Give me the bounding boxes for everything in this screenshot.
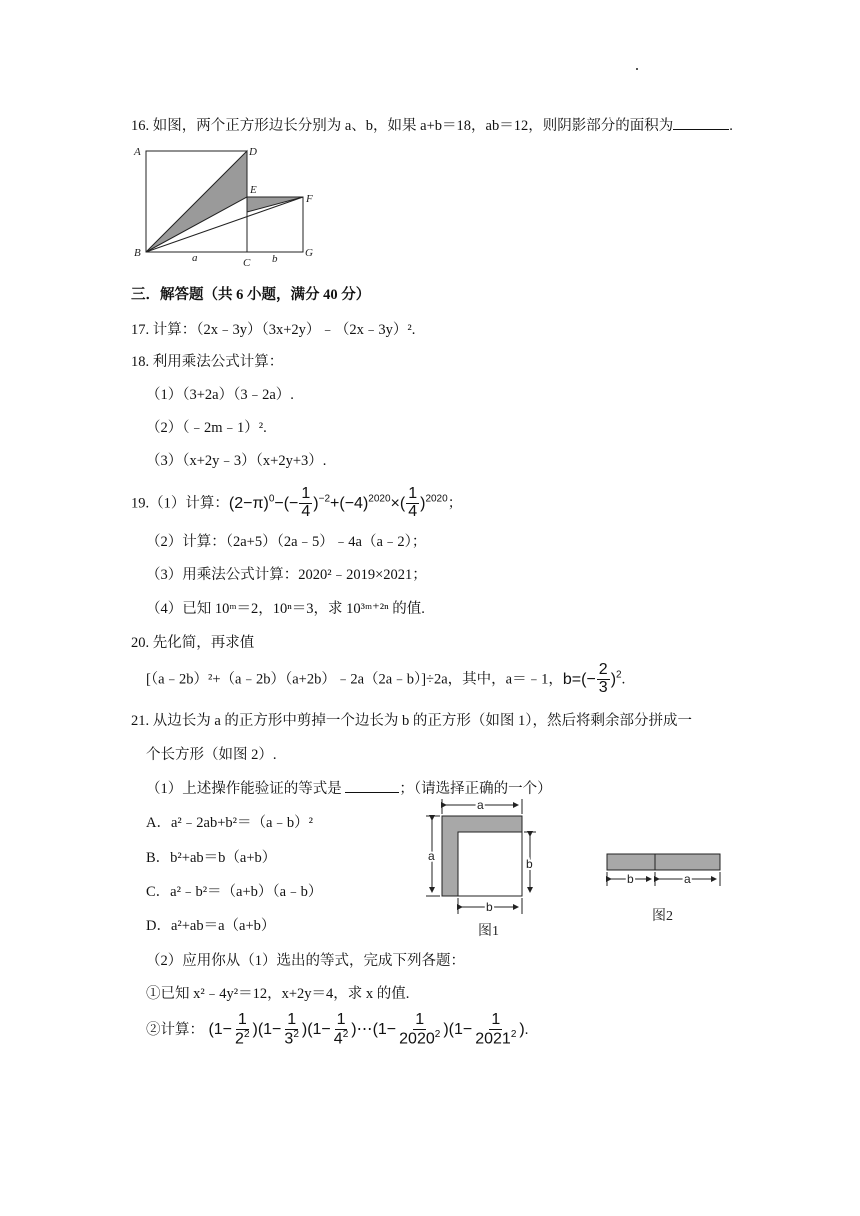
q21-calc-2: ②计算： (1− $\frac{1}{2^2}$ )(1− $\frac{1}{3^2}$ )(1− $\frac{1}{4^2}$ )⋯(1− $\frac{1}{2020^2}$ )(1− $\frac{1}{2021^2}$ ).	[146, 1011, 529, 1048]
q21-option-b: B．b²+ab＝b（a+b）	[146, 850, 277, 866]
section-3-heading: 三．解答题（共 6 小题，满分 40 分）	[131, 287, 371, 303]
fig2-label-b: b	[627, 872, 634, 886]
q18-part2: （2）（﹣2m﹣1）².	[146, 420, 267, 436]
q19-part1-prefix: 19.（1）计算：	[131, 495, 229, 512]
q19-part4: （4）已知 10ᵐ＝2，10ⁿ＝3，求 10³ᵐ⁺²ⁿ 的值.	[146, 601, 425, 617]
q19-part1-expression: $(2-\pi)^0-(-$ $\frac{1}{4}$ )$^{-2}+(-4)^{2020}\times$( $\frac{1}{4}$ )$^{2020}$	[228, 485, 448, 520]
q16-label-F: F	[306, 193, 313, 205]
q16-statement: 16. 如图，两个正方形边长分别为 a、b，如果 a+b＝18，ab＝12，则阴影部分的面积为	[131, 118, 674, 134]
q16-label-b: b	[272, 253, 278, 265]
fig1-label-b-right: b	[526, 857, 533, 871]
q16-label-G: G	[305, 247, 313, 259]
q18-part3: （3）（x+2y﹣3）（x+2y+3）.	[146, 453, 327, 469]
q16-label-A: A	[134, 146, 141, 158]
q21-part1: （1）上述操作能验证的等式是 ；（请选择正确的一个）	[146, 777, 552, 798]
q18-part1: （1）（3+2a）（3﹣2a）.	[146, 387, 294, 403]
q16-label-a: a	[192, 252, 198, 264]
fig2-label-a: a	[684, 872, 691, 886]
q21-product-expression: (1− $\frac{1}{2^2}$ )(1− $\frac{1}{3^2}$ )(1− $\frac{1}{4^2}$ )⋯(1− $\frac{1}{2020^2}$ )(1− $\frac{1}{2021^2}$ )	[208, 1011, 525, 1048]
q16-shaded-region-ef	[247, 197, 303, 212]
q16-end: .	[729, 118, 733, 134]
fig1-caption: 图1	[478, 924, 499, 939]
q20-fraction-2-3: $\frac{2}{3}$	[598, 661, 608, 696]
fig2-caption: 图2	[652, 909, 673, 924]
fig1-label-b-bottom: b	[486, 900, 493, 914]
fig2-rect-left	[607, 854, 655, 870]
fig1-shaded-l-shape	[442, 816, 522, 896]
q19-part2: （2）计算：（2a+5）（2a﹣5）﹣4a（a﹣2）；	[146, 534, 427, 550]
q16-label-B: B	[134, 247, 141, 259]
q16-label-C: C	[243, 257, 251, 268]
q21-line1: 21. 从边长为 a 的正方形中剪掉一个边长为 b 的正方形（如图 1），然后将剩余部分拼成一	[131, 713, 693, 729]
q16-label-D: D	[249, 146, 257, 158]
q17-text: 17. 计算：（2x﹣3y）（3x+2y）﹣（2x﹣3y）².	[131, 322, 416, 338]
q16-answer-blank[interactable]	[673, 115, 729, 130]
q20-expression: [（a﹣2b）²+（a﹣2b）（a+2b）﹣2a（2a﹣b）]÷2a，其中，a＝﹣1，b=(− $\frac{2}{3}$ )$^2$.	[146, 661, 626, 696]
q19-part3: （3）用乘法公式计算：2020²﹣2019×2021；	[146, 567, 427, 583]
q21-line2: 个长方形（如图 2）.	[146, 747, 277, 763]
fig1-label-a-top: a	[477, 798, 484, 812]
q20-title: 20. 先化简，再求值	[131, 635, 255, 651]
q19-fraction-1-4-b: $\frac{1}{4}$	[408, 485, 418, 520]
fig2-rect-right	[655, 854, 720, 870]
q21-answer-blank[interactable]	[345, 778, 399, 793]
q21-part2: （2）应用你从（1）选出的等式，完成下列各题：	[146, 953, 465, 969]
q19-part1: 19.（1）计算：$(2-\pi)^0-(-$ $\frac{1}{4}$ )$^{-2}+(-4)^{2020}\times$( $\frac{1}{4}$ )$^{2020}$；	[131, 485, 463, 520]
q21-option-c: C．a²﹣b²＝（a+b）（a﹣b）	[146, 884, 323, 900]
q21-option-a: A．a²﹣2ab+b²＝（a﹣b）²	[146, 815, 313, 831]
q21-calc-1: ①已知 x²﹣4y²＝12，x+2y＝4，求 x 的值.	[146, 986, 410, 1002]
q16-label-E: E	[250, 184, 257, 196]
q21-figure-1	[420, 796, 540, 942]
q18-title: 18. 利用乘法公式计算：	[131, 354, 284, 370]
fig1-label-a-left: a	[428, 849, 435, 863]
q21-option-d: D．a²+ab＝a（a+b）	[146, 918, 276, 934]
q20-b-value: b=(− $\frac{2}{3}$ )$^2$	[562, 661, 622, 696]
q16-text	[131, 114, 733, 135]
q19-fraction-1-4-a: $\frac{1}{4}$	[301, 485, 311, 520]
page-speck	[636, 68, 638, 70]
q16-shaded-triangle-bdf-upper	[146, 151, 247, 252]
q16-figure	[128, 142, 328, 268]
q21-figure-2	[600, 848, 730, 928]
